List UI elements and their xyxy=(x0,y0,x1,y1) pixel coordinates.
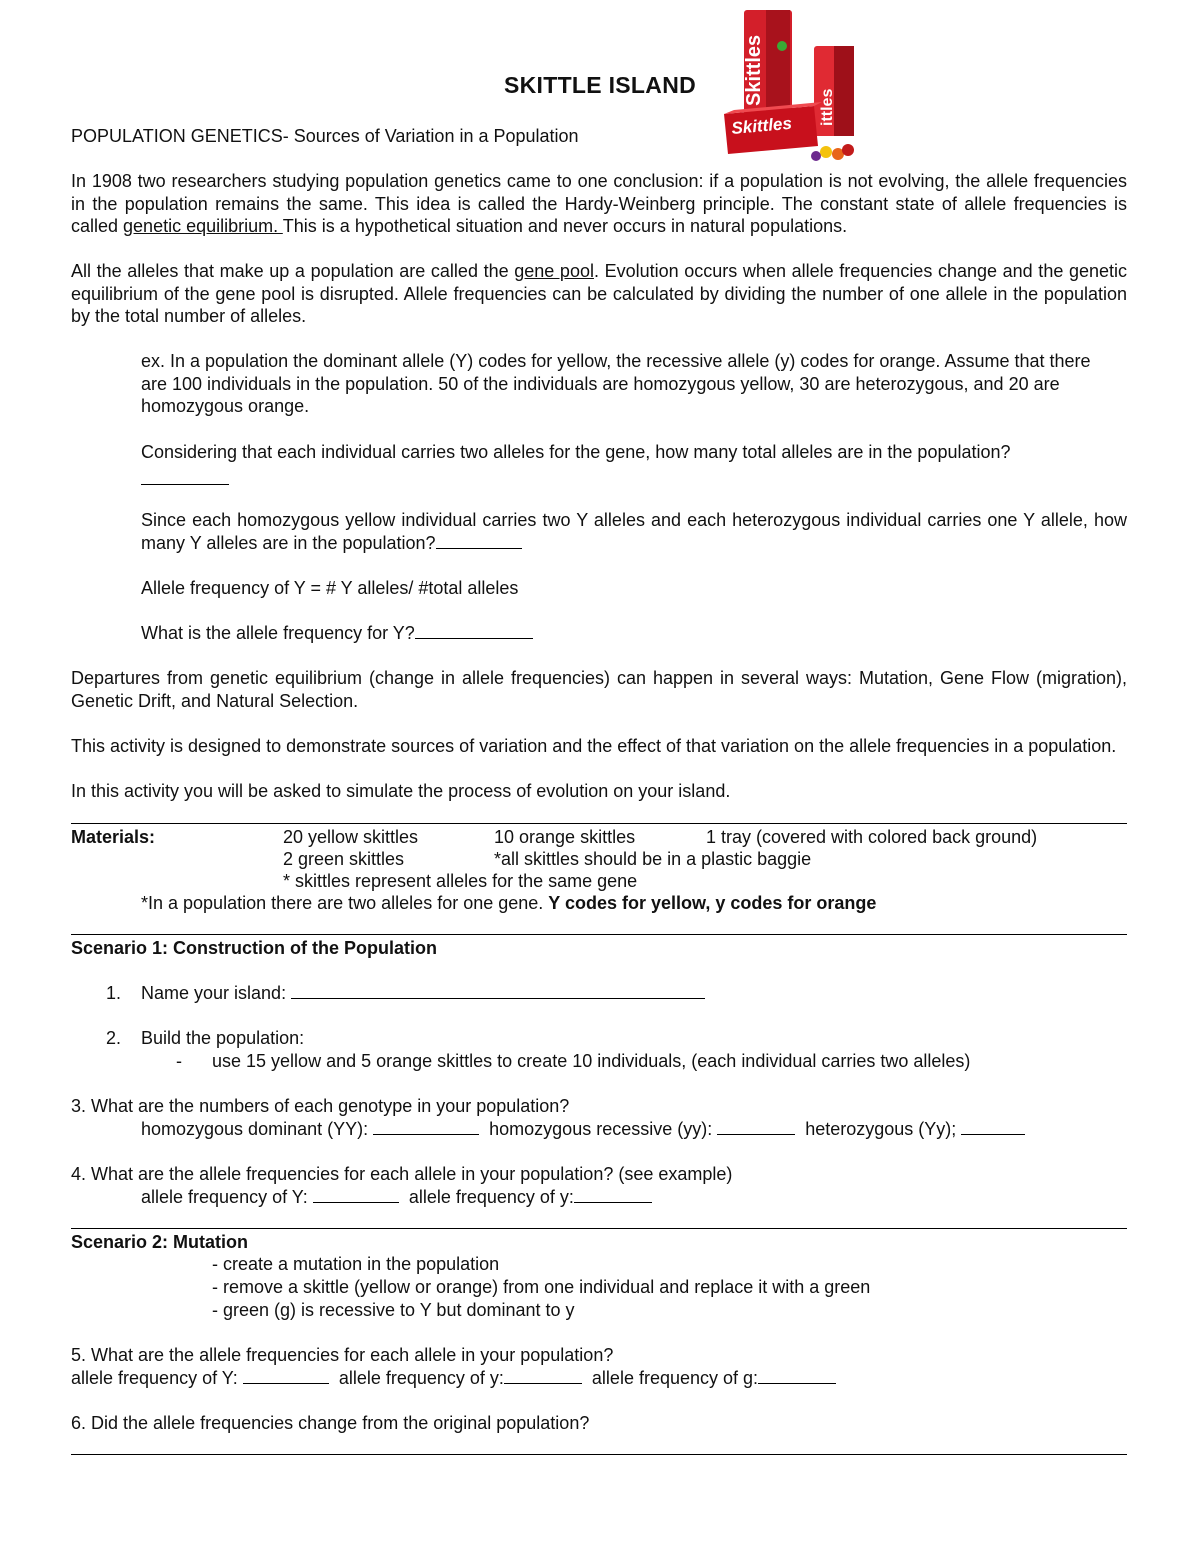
q4-freq-y-recessive-blank[interactable] xyxy=(574,1186,652,1203)
step-2-number: 2. xyxy=(106,1028,122,1048)
example-q3-text: What is the allele frequency for Y? xyxy=(141,623,415,643)
step-1 xyxy=(141,982,705,1004)
q5-freq-y-dominant-label: allele frequency of Y: xyxy=(71,1368,243,1388)
answer-blank-y-alleles[interactable] xyxy=(436,532,522,549)
question-3-answers xyxy=(141,1118,1025,1140)
q5-freq-g-blank[interactable] xyxy=(758,1367,836,1384)
answer-line-question-6[interactable] xyxy=(71,1454,1127,1455)
example-question-total-alleles xyxy=(141,441,1127,464)
q3-heterozygous-label: heterozygous (Yy); xyxy=(805,1119,962,1139)
intro-p1-text-b: This is a hypothetical situation and never occurs in natural populations. xyxy=(282,216,848,236)
q5-freq-g-label: allele frequency of g: xyxy=(591,1368,759,1388)
subtitle: POPULATION GENETICS- Sources of Variation in a Population xyxy=(71,126,579,146)
q4-freq-y-dominant-blank[interactable] xyxy=(313,1186,399,1203)
step-1-number: 1. xyxy=(106,983,122,1003)
question-5-answers xyxy=(71,1367,836,1389)
question-3: 3. What are the numbers of each genotype in your population? xyxy=(71,1096,570,1116)
intro-p1-text-a: In 1908 two researchers studying population genetics came to one conclusion: if a population is not evolving, the allele frequencies in the population remains the same. This idea is called the Hardy-Weinberg principle. The constant state of allele frequencies is called xyxy=(71,171,1127,236)
material-tray: 1 tray (covered with colored back ground) xyxy=(706,827,1038,847)
q4-freq-y-recessive-label: allele frequency of y: xyxy=(408,1187,574,1207)
scenario-2-bullet-2: - remove a skittle (yellow or orange) from one individual and replace it with a green xyxy=(212,1277,871,1297)
q4-freq-y-dominant-label: allele frequency of Y: xyxy=(141,1187,313,1207)
intro-paragraph-2 xyxy=(71,260,1127,328)
material-orange: 10 orange skittles xyxy=(494,827,636,847)
materials-note-2-bold: Y codes for yellow, y codes for orange xyxy=(548,893,877,913)
material-baggie-note: *all skittles should be in a plastic baggie xyxy=(494,849,812,869)
step-2-substep: use 15 yellow and 5 orange skittles to create 10 individuals, (each individual carries two alleles) xyxy=(212,1051,971,1071)
divider-1 xyxy=(71,823,1127,824)
logo-text-1: Skittles xyxy=(743,34,765,106)
question-6: 6. Did the allele frequencies change from the original population? xyxy=(71,1413,590,1433)
example-q1-text: Considering that each individual carries two alleles for the gene, how many total alleles are in the population? xyxy=(141,442,1011,462)
materials-label: Materials: xyxy=(71,827,156,847)
step-2: Build the population: xyxy=(141,1028,305,1048)
q5-freq-y-recessive-label: allele frequency of y: xyxy=(338,1368,504,1388)
divider-3 xyxy=(71,1228,1127,1229)
step-1-text: Name your island: xyxy=(141,983,292,1003)
example-question-y-alleles xyxy=(141,509,1127,554)
question-4-answers xyxy=(141,1186,652,1208)
example-q2-text: Since each homozygous yellow individual carries two Y alleles and each heterozygous individual carries one Y allele, how many Y alleles are in the population? xyxy=(141,510,1127,553)
material-yellow: 20 yellow skittles xyxy=(283,827,419,847)
q3-yy-recessive-blank[interactable] xyxy=(717,1118,795,1135)
materials-note-2-text: *In a population there are two alleles for one gene. xyxy=(141,893,549,913)
scenario-2-bullet-3: - green (g) is recessive to Y but dominant to y xyxy=(212,1300,575,1320)
question-5: 5. What are the allele frequencies for each allele in your population? xyxy=(71,1345,614,1365)
intro-paragraph-1 xyxy=(71,170,1127,238)
answer-blank-frequency-y[interactable] xyxy=(415,622,533,639)
intro-p2-text-a: All the alleles that make up a population are called the xyxy=(71,261,515,281)
divider-2 xyxy=(71,934,1127,935)
intro-p2-text-b: . Evolution occurs when allele frequencies change and the genetic equilibrium of the gene pool is disrupted. Allele frequencies can be calculated by dividing the number of one allele in the population by the total number of alleles. xyxy=(71,261,1128,326)
skittles-packages-icon xyxy=(722,6,864,164)
term-gene-pool: gene pool xyxy=(514,261,594,281)
candy-yellow xyxy=(820,146,832,158)
material-green: 2 green skittles xyxy=(283,849,405,869)
example-formula: Allele frequency of Y = # Y alleles/ #total alleles xyxy=(141,578,519,598)
answer-blank-total-alleles[interactable] xyxy=(141,468,229,490)
logo-text-4: Skittles xyxy=(730,113,793,138)
step-2-dash: - xyxy=(176,1051,182,1071)
q3-yy-dominant-label: homozygous dominant (YY): xyxy=(141,1119,374,1139)
logo-text-3: ittles xyxy=(819,88,836,126)
q3-heterozygous-blank[interactable] xyxy=(961,1118,1025,1135)
island-name-blank[interactable] xyxy=(291,982,705,999)
q5-freq-y-dominant-blank[interactable] xyxy=(243,1367,329,1384)
candy-green xyxy=(777,41,787,51)
logo-package-right-side xyxy=(834,46,854,136)
materials-note-2 xyxy=(141,892,876,914)
q3-yy-dominant-blank[interactable] xyxy=(373,1118,479,1135)
example-question-frequency xyxy=(141,622,533,644)
materials-note-1: * skittles represent alleles for the same gene xyxy=(283,871,638,891)
scenario-2-bullet-1: - create a mutation in the population xyxy=(212,1254,500,1274)
page-title: SKITTLE ISLAND xyxy=(503,72,697,98)
scenario-2-heading: Scenario 2: Mutation xyxy=(71,1232,249,1252)
q3-yy-recessive-label: homozygous recessive (yy): xyxy=(489,1119,718,1139)
departures-paragraph: Departures from genetic equilibrium (change in allele frequencies) can happen in several ways: Mutation, Gene Flow (migration), Genetic Drift, and Natural Selection. xyxy=(71,668,1127,711)
candy-purple xyxy=(811,151,821,161)
activity-paragraph-1: This activity is designed to demonstrate sources of variation and the effect of that variation on the allele frequencies in a population. xyxy=(71,736,1117,756)
candy-red xyxy=(842,144,854,156)
example-paragraph: ex. In a population the dominant allele (Y) codes for yellow, the recessive allele (y) codes for orange. Assume that there are 100 individuals in the population. 50 of the individuals are homozygous yellow, 30 are heterozygous, and 20 are homozygous orange. xyxy=(141,351,1091,416)
activity-paragraph-2: In this activity you will be asked to simulate the process of evolution on your island. xyxy=(71,781,731,801)
question-4: 4. What are the allele frequencies for each allele in your population? (see example) xyxy=(71,1164,733,1184)
q5-freq-y-recessive-blank[interactable] xyxy=(504,1367,582,1384)
scenario-1-heading: Scenario 1: Construction of the Population xyxy=(71,938,438,958)
term-genetic-equilibrium: genetic equilibrium. xyxy=(123,216,283,236)
